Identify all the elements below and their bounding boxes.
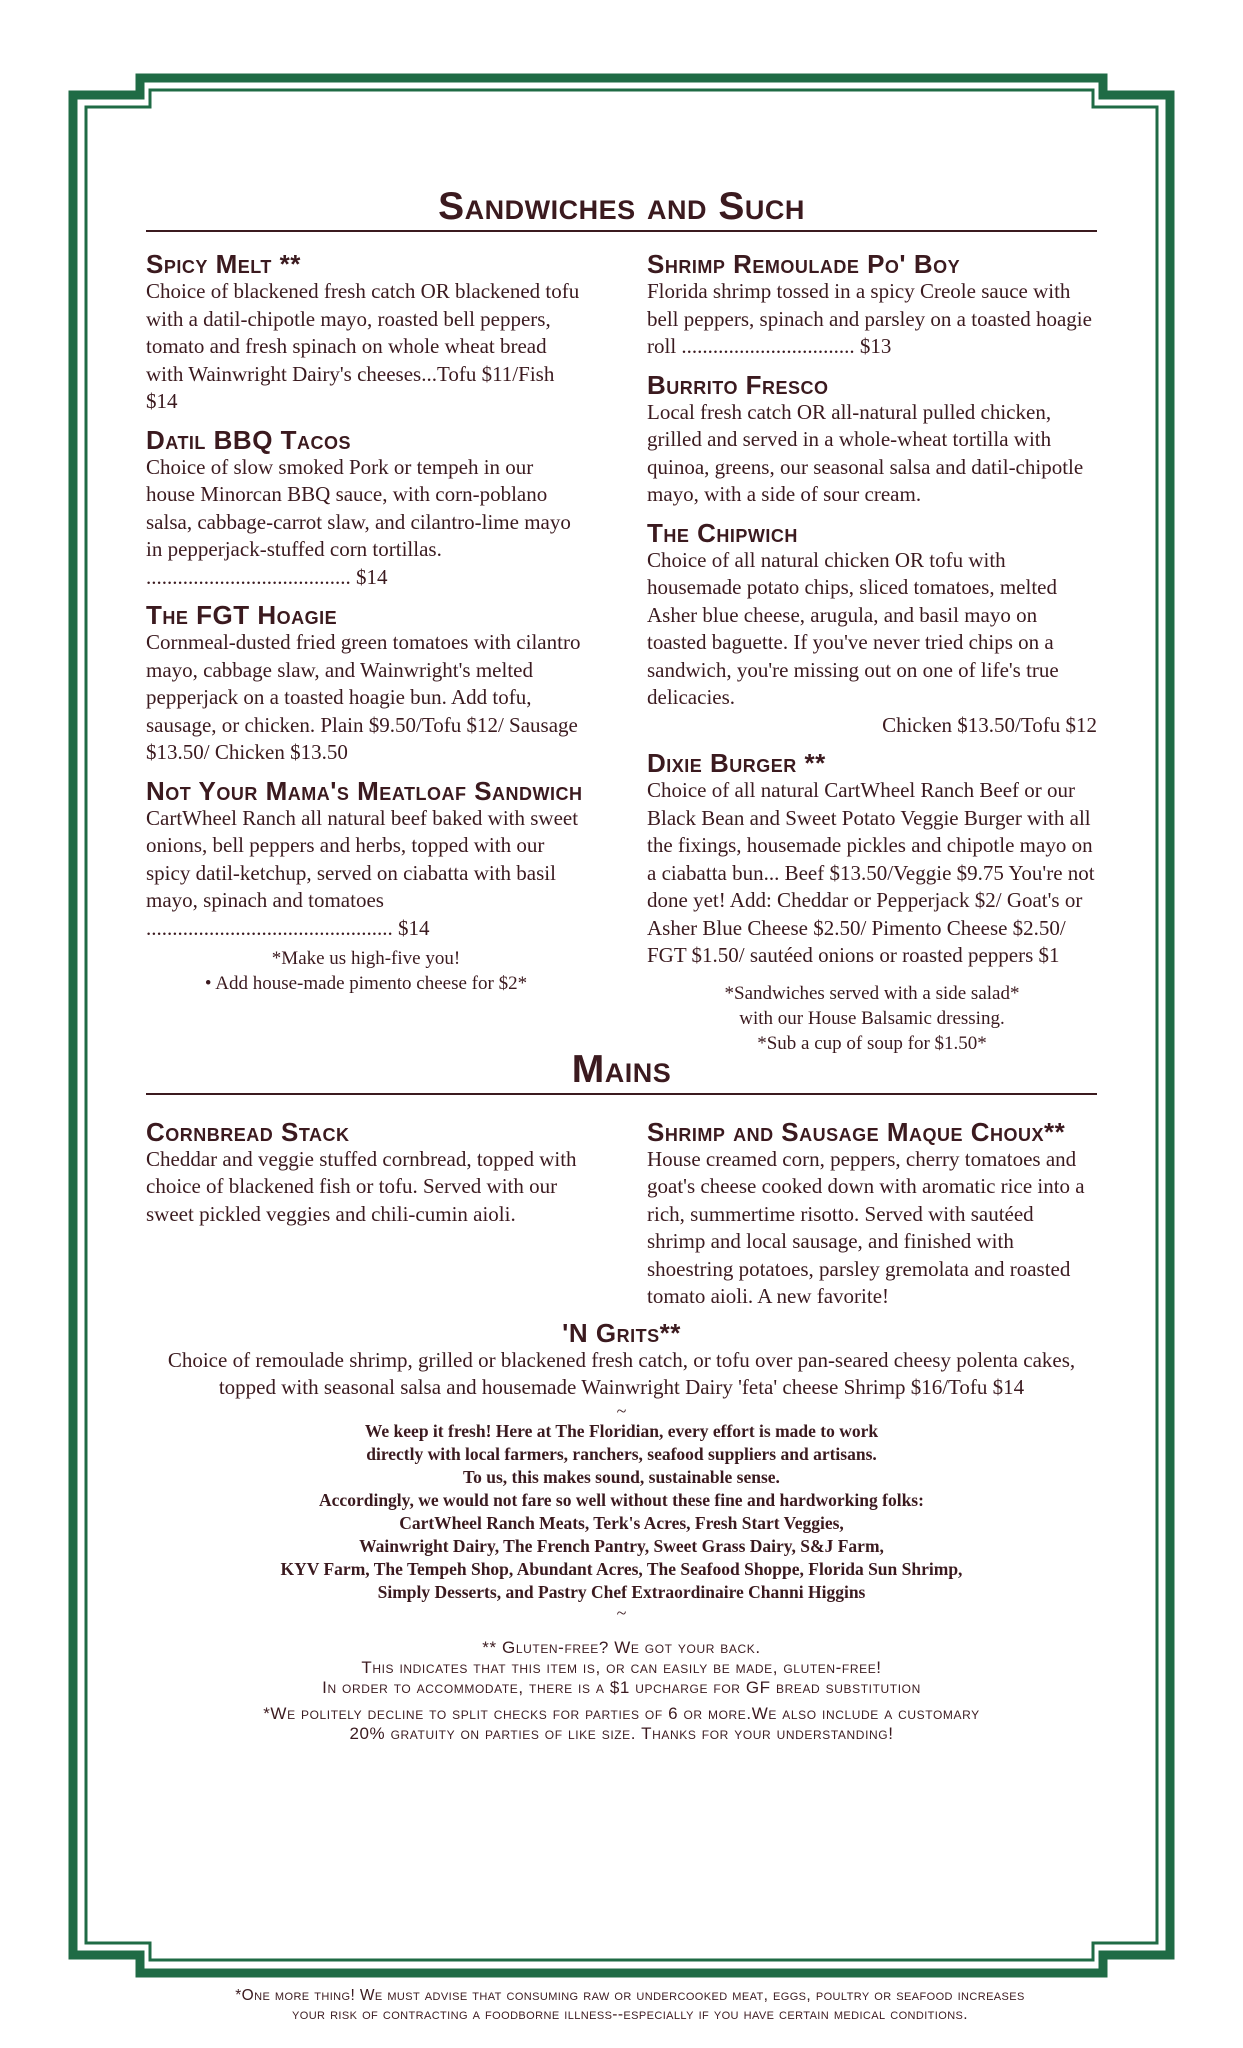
menu-item-title: Datil BBQ Tacos bbox=[146, 424, 352, 455]
thanks-block bbox=[146, 1420, 1097, 1604]
note-line: *Sandwiches served with a side salad* bbox=[724, 982, 1020, 1004]
menu-item-title: Shrimp and Sausage Maque Choux** bbox=[647, 1116, 1066, 1147]
menu-item-title: Cornbread Stack bbox=[146, 1116, 350, 1147]
note-line: • Add house-made pimento cheese for $2* bbox=[204, 973, 528, 994]
menu-item bbox=[647, 1116, 1097, 1311]
thanks-line: Simply Desserts, and Pastry Chef Extraordinaire Channi Higgins bbox=[377, 1581, 866, 1602]
mains-section-title: Mains bbox=[146, 1048, 1097, 1095]
tilde-divider: ~ bbox=[616, 1400, 627, 1421]
split-line: *We politely decline to split checks for parties of 6 or more.We also include a customary bbox=[263, 1703, 980, 1723]
menu-item bbox=[146, 424, 586, 592]
menu-item-title: The FGT Hoagie bbox=[146, 600, 338, 630]
menu-item-title: Spicy Melt ** bbox=[146, 249, 301, 279]
menu-item-description: Florida shrimp tossed in a spicy Creole sauce with bell peppers, spinach and parsley on a toasted hoagie roll ................................. $13 bbox=[647, 279, 1092, 358]
menu-item bbox=[647, 750, 1097, 970]
sandwiches-right-column bbox=[647, 251, 1097, 1056]
advisory-line: *One more thing! We must advise that consuming raw or undercooked meat, eggs, poultry or seafood increases bbox=[235, 1987, 1025, 2004]
gluten-line: In order to accommodate, there is a $1 upcharge for GF bread substitution bbox=[322, 1677, 921, 1697]
gluten-line: This indicates that this item is, or can easily be made, gluten-free! bbox=[361, 1657, 882, 1677]
grits-title: 'N Grits** bbox=[562, 1317, 681, 1348]
menu-content bbox=[146, 185, 1097, 1744]
thanks-line: Accordingly, we would not fare so well without these fine and hardworking folks: bbox=[319, 1489, 924, 1510]
menu-item bbox=[647, 251, 1097, 361]
menu-item-title: Burrito Fresco bbox=[647, 369, 829, 400]
menu-item-description: CartWheel Ranch all natural beef baked with sweet onions, bell peppers and herbs, topped with our spicy datil-ketchup, served on ciabatta with basil mayo, spinach and tomatoes ............................................... $14 bbox=[146, 805, 579, 940]
thanks-line: We keep it fresh! Here at The Floridian, every effort is made to work bbox=[364, 1420, 879, 1441]
menu-item-description: Local fresh catch OR all-natural pulled chicken, grilled and served in a whole-wheat tortilla with quinoa, greens, our seasonal salsa and datil-chipotle mayo, with a side of sour cream. bbox=[647, 399, 1084, 506]
thanks-line: directly with local farmers, ranchers, seafood suppliers and artisans. bbox=[366, 1443, 877, 1464]
thanks-line: CartWheel Ranch Meats, Terk's Acres, Fresh Start Veggies, bbox=[399, 1512, 844, 1533]
menu-item-description: Choice of slow smoked Pork or tempeh in our house Minorcan BBQ sauce, with corn-poblano salsa, cabbage-carrot slaw, and cilantro-lime mayo in pepperjack-stuffed corn tortillas. ....................................... $14 bbox=[146, 454, 571, 589]
menu-item-title: Dixie Burger ** bbox=[647, 748, 826, 778]
menu-item-description: Cornmeal-dusted fried green tomatoes with cilantro mayo, cabbage slaw, and Wainwright's melted pepperjack on a toasted hoagie bun. Add tofu, sausage, or chicken. Plain $9.50/Tofu $12/ Sausage $13.50/ Chicken $13.50 bbox=[146, 630, 581, 764]
tilde-divider: ~ bbox=[616, 1602, 627, 1623]
split-line: 20% gratuity on parties of like size. Thanks for your understanding! bbox=[349, 1723, 894, 1743]
menu-item-title: The Chipwich bbox=[647, 517, 798, 548]
menu-item bbox=[647, 517, 1097, 740]
food-advisory bbox=[100, 1986, 1160, 2024]
note-line: *Sub a cup of soup for $1.50* bbox=[757, 1032, 987, 1054]
note-line: *Make us high-five you! bbox=[271, 948, 461, 969]
menu-item bbox=[146, 251, 586, 416]
mains-right-column bbox=[647, 1116, 1097, 1322]
menu-item-title: Shrimp Remoulade Po' Boy bbox=[647, 249, 961, 279]
thanks-line: To us, this makes sound, sustainable sense. bbox=[463, 1466, 780, 1487]
mains-columns bbox=[146, 1116, 1097, 1322]
left-notes bbox=[146, 946, 586, 996]
menu-item-description: Choice of blackened fresh catch OR blackened tofu with a datil-chipotle mayo, roasted bell peppers, tomato and fresh spinach on whole wheat bread with Wainwright Dairy's cheeses...Tofu $11/Fish $14 bbox=[146, 279, 580, 413]
thanks-line: KYV Farm, The Tempeh Shop, Abundant Acres, The Seafood Shoppe, Florida Sun Shrimp, bbox=[280, 1558, 963, 1579]
menu-item-description: Choice of all natural chicken OR tofu with housemade potato chips, sliced tomatoes, melted Asher blue cheese, arugula, and basil mayo on toasted baguette. If you've never tried chips on a sandwich, you're missing out on one of life's true delicacies. bbox=[647, 547, 1059, 709]
gluten-notice bbox=[146, 1638, 1097, 1698]
menu-item bbox=[146, 602, 586, 767]
menu-item-price: Chicken $13.50/Tofu $12 bbox=[882, 712, 1097, 737]
gluten-line: ** Gluten-free? We got your back. bbox=[482, 1637, 761, 1657]
menu-item bbox=[146, 775, 586, 943]
right-notes bbox=[647, 981, 1097, 1056]
menu-item bbox=[146, 1116, 586, 1229]
split-check-policy bbox=[146, 1704, 1097, 1744]
menu-item-title: Not Your Mama's Meatloaf Sandwich bbox=[146, 775, 583, 806]
sandwiches-columns bbox=[146, 251, 1097, 1056]
advisory-line: your risk of contracting a foodborne illness--especially if you have certain medical conditions. bbox=[292, 2006, 968, 2023]
mains-left-column bbox=[146, 1116, 586, 1322]
note-line: with our House Balsamic dressing. bbox=[739, 1007, 1005, 1029]
menu-item bbox=[647, 369, 1097, 509]
grits-item bbox=[146, 1317, 1097, 1402]
menu-item-description: Cheddar and veggie stuffed cornbread, topped with choice of blackened fish or tofu. Served with our sweet pickled veggies and chili-cumin aioli. bbox=[146, 1146, 577, 1226]
sandwiches-section-title: Sandwiches and Such bbox=[146, 185, 1097, 232]
sandwiches-left-column bbox=[146, 251, 586, 1056]
thanks-line: Wainwright Dairy, The French Pantry, Sweet Grass Dairy, S&J Farm, bbox=[359, 1535, 884, 1556]
grits-desc: Choice of remoulade shrimp, grilled or blackened fresh catch, or tofu over pan-seared cheesy polenta cakes, topped with seasonal salsa and housemade Wainwright Dairy 'feta' cheese Shrimp $16/Tofu $14 bbox=[167, 1347, 1076, 1399]
menu-item-description: Choice of all natural CartWheel Ranch Beef or our Black Bean and Sweet Potato Veggie Burger with all the fixings, housemade pickles and chipotle mayo on a ciabatta bun... Beef $13.50/Veggie $9.75 You're not done yet! Add: Cheddar or Pepperjack $2/ Goat's or Asher Blue Cheese $2.50/ Pimento Cheese $2.50/ FGT $1.50/ sautéed onions or roasted peppers $1 bbox=[647, 778, 1095, 967]
menu-item-description: House creamed corn, peppers, cherry tomatoes and goat's cheese cooked down with aromatic rice into a rich, summertime risotto. Served with sautéed shrimp and local sausage, and finished with shoestring potatoes, parsley gremolata and roasted tomato aioli. A new favorite! bbox=[647, 1146, 1085, 1308]
